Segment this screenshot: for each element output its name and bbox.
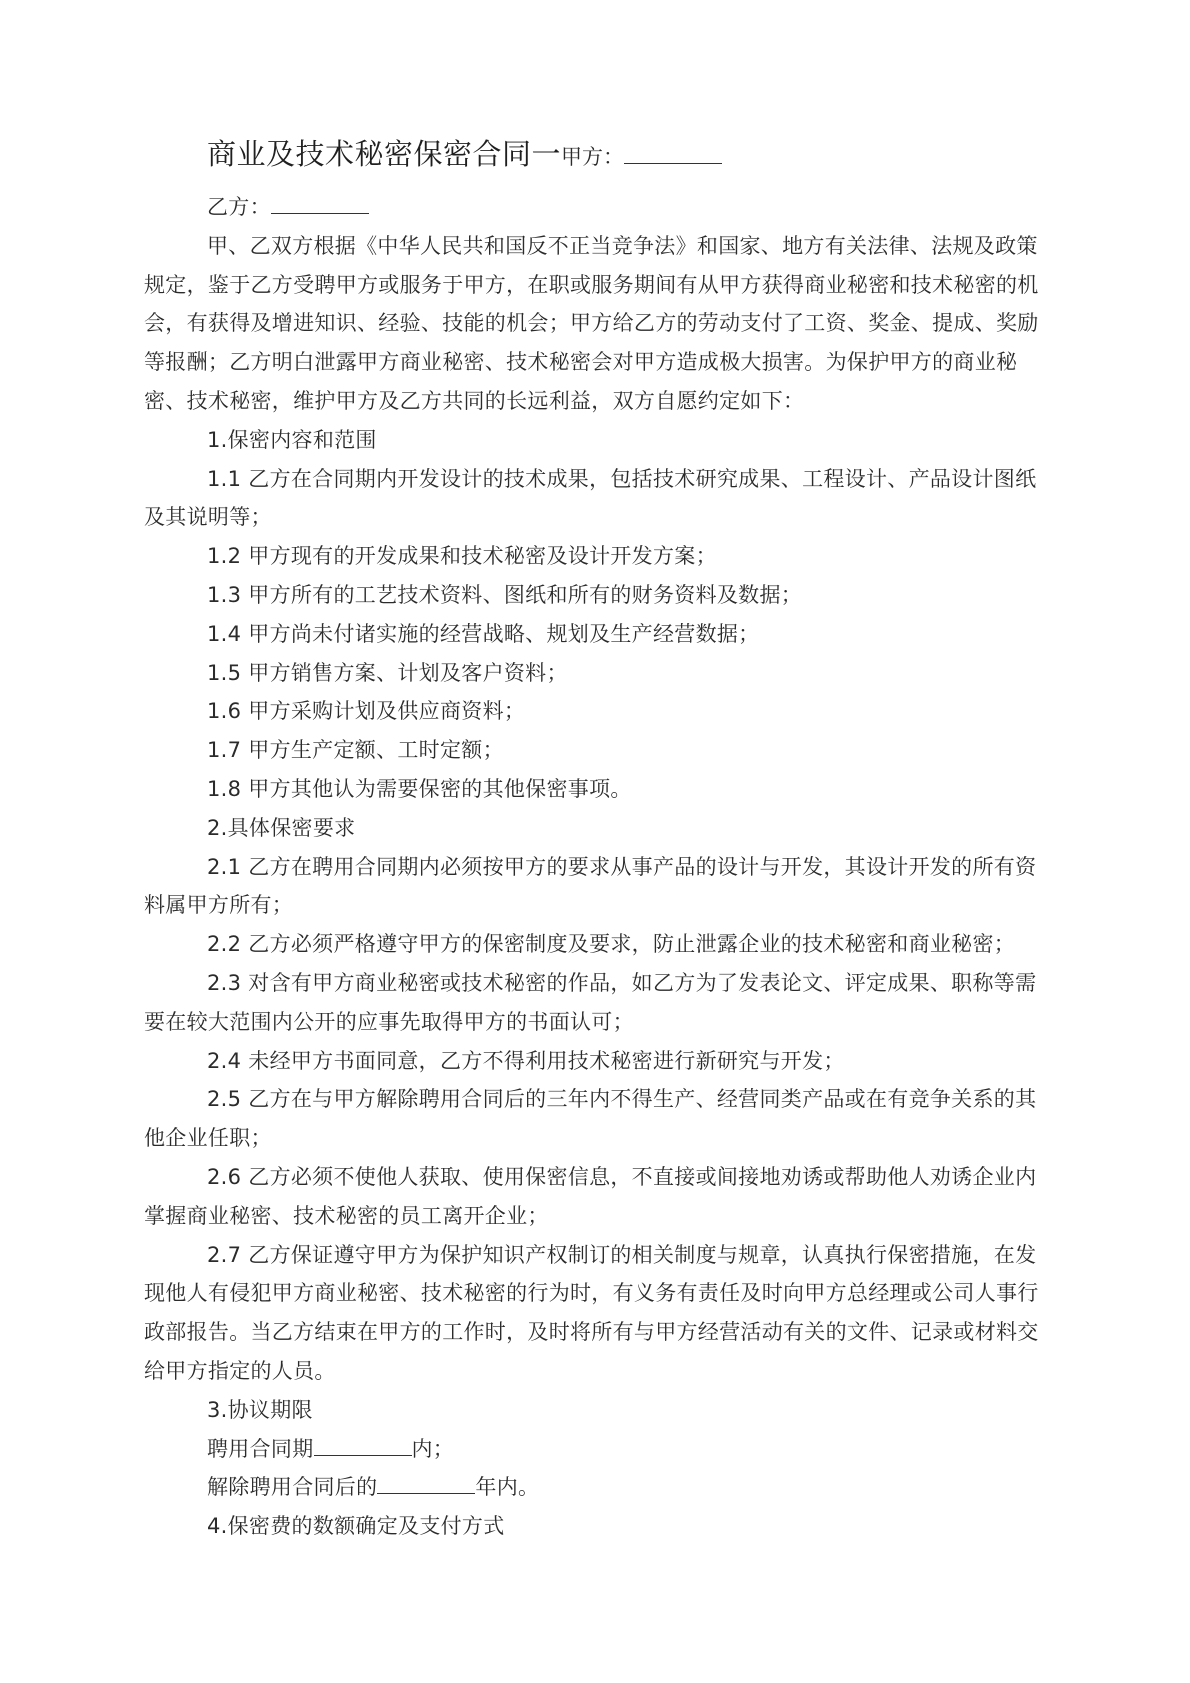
clause-2-2: 2.2 乙方必须严格遵守甲方的保密制度及要求，防止泄露企业的技术秘密和商业秘密； — [207, 932, 1016, 957]
document-title: 商业及技术秘密保密合同一 — [207, 137, 562, 171]
clause-1-3: 1.3 甲方所有的工艺技术资料、图纸和所有的财务资料及数据； — [207, 582, 803, 607]
clause-2-1: 2.1 乙方在聘用合同期内必须按甲方的要求从事产品的设计与开发，其设计开发的所有资料属甲方所有； — [144, 854, 1037, 918]
clause-2-5: 2.5 乙方在与甲方解除聘用合同后的三年内不得生产、经营同类产品或在有竞争关系的其他企业任职； — [144, 1087, 1037, 1151]
party-a-label: 甲方： — [561, 145, 625, 169]
clause-2-7: 2.7 乙方保证遵守甲方为保护知识产权制订的相关制度与规章，认真执行保密措施，在发现他人有侵犯甲方商业秘密、技术秘密的行为时，有义务有责任及时向甲方总经理或公司人事行政部报告。当乙方结束在甲方的工作时，及时将所有与甲方经营活动有关的文件、记录或材料交给甲方指定的人员。 — [144, 1242, 1039, 1383]
term-line-1 — [207, 1430, 1049, 1469]
term-2-suffix: 年内。 — [475, 1475, 540, 1500]
clause-1-2: 1.2 甲方现有的开发成果和技术秘密及设计开发方案； — [207, 544, 717, 569]
section-3-heading: 3.协议期限 — [207, 1397, 313, 1422]
clause-1-6: 1.6 甲方采购计划及供应商资料； — [207, 699, 526, 724]
title-line — [207, 132, 1049, 188]
party-b-label: 乙方： — [207, 195, 271, 219]
party-a-blank[interactable] — [624, 162, 722, 164]
clause-2-3: 2.3 对含有甲方商业秘密或技术秘密的作品，如乙方为了发表论文、评定成果、职称等需要在较大范围内公开的应事先取得甲方的书面认可； — [144, 970, 1037, 1034]
clause-1-1: 1.1 乙方在合同期内开发设计的技术成果，包括技术研究成果、工程设计、产品设计图纸及其说明等； — [144, 466, 1037, 530]
clause-1-4: 1.4 甲方尚未付诸实施的经营战略、规划及生产经营数据； — [207, 621, 760, 646]
term-2-prefix: 解除聘用合同后的 — [207, 1475, 378, 1500]
term-2-blank[interactable] — [377, 1492, 475, 1494]
party-b-line — [207, 188, 1049, 227]
contract-body — [144, 132, 1049, 1546]
intro-paragraph: 甲、乙双方根据《中华人民共和国反不正当竞争法》和国家、地方有关法律、法规及政策规定，鉴于乙方受聘甲方或服务于甲方，在职或服务期间有从甲方获得商业秘密和技术秘密的机会，有获得及增进知识、经验、技能的机会；甲方给乙方的劳动支付了工资、奖金、提成、奖励等报酬；乙方明白泄露甲方商业秘密、技术秘密会对甲方造成极大损害。为保护甲方的商业秘密、技术秘密，维护甲方及乙方共同的长远利益，双方自愿约定如下： — [144, 233, 1039, 413]
term-line-2 — [207, 1468, 1049, 1507]
term-1-prefix: 聘用合同期 — [207, 1436, 314, 1461]
clause-1-7: 1.7 甲方生产定额、工时定额； — [207, 738, 504, 763]
term-1-blank[interactable] — [314, 1454, 412, 1456]
section-4-heading: 4.保密费的数额确定及支付方式 — [207, 1514, 505, 1539]
party-b-blank[interactable] — [271, 212, 369, 214]
term-1-suffix: 内； — [411, 1436, 455, 1461]
clause-2-4: 2.4 未经甲方书面同意，乙方不得利用技术秘密进行新研究与开发； — [207, 1048, 845, 1073]
clause-1-8: 1.8 甲方其他认为需要保密的其他保密事项。 — [207, 776, 632, 801]
section-1-heading: 1.保密内容和范围 — [207, 427, 377, 452]
clause-2-6: 2.6 乙方必须不使他人获取、使用保密信息，不直接或间接地劝诱或帮助他人劝诱企业内掌握商业秘密、技术秘密的员工离开企业； — [144, 1164, 1037, 1228]
section-2-heading: 2.具体保密要求 — [207, 815, 356, 840]
clause-1-5: 1.5 甲方销售方案、计划及客户资料； — [207, 660, 568, 685]
